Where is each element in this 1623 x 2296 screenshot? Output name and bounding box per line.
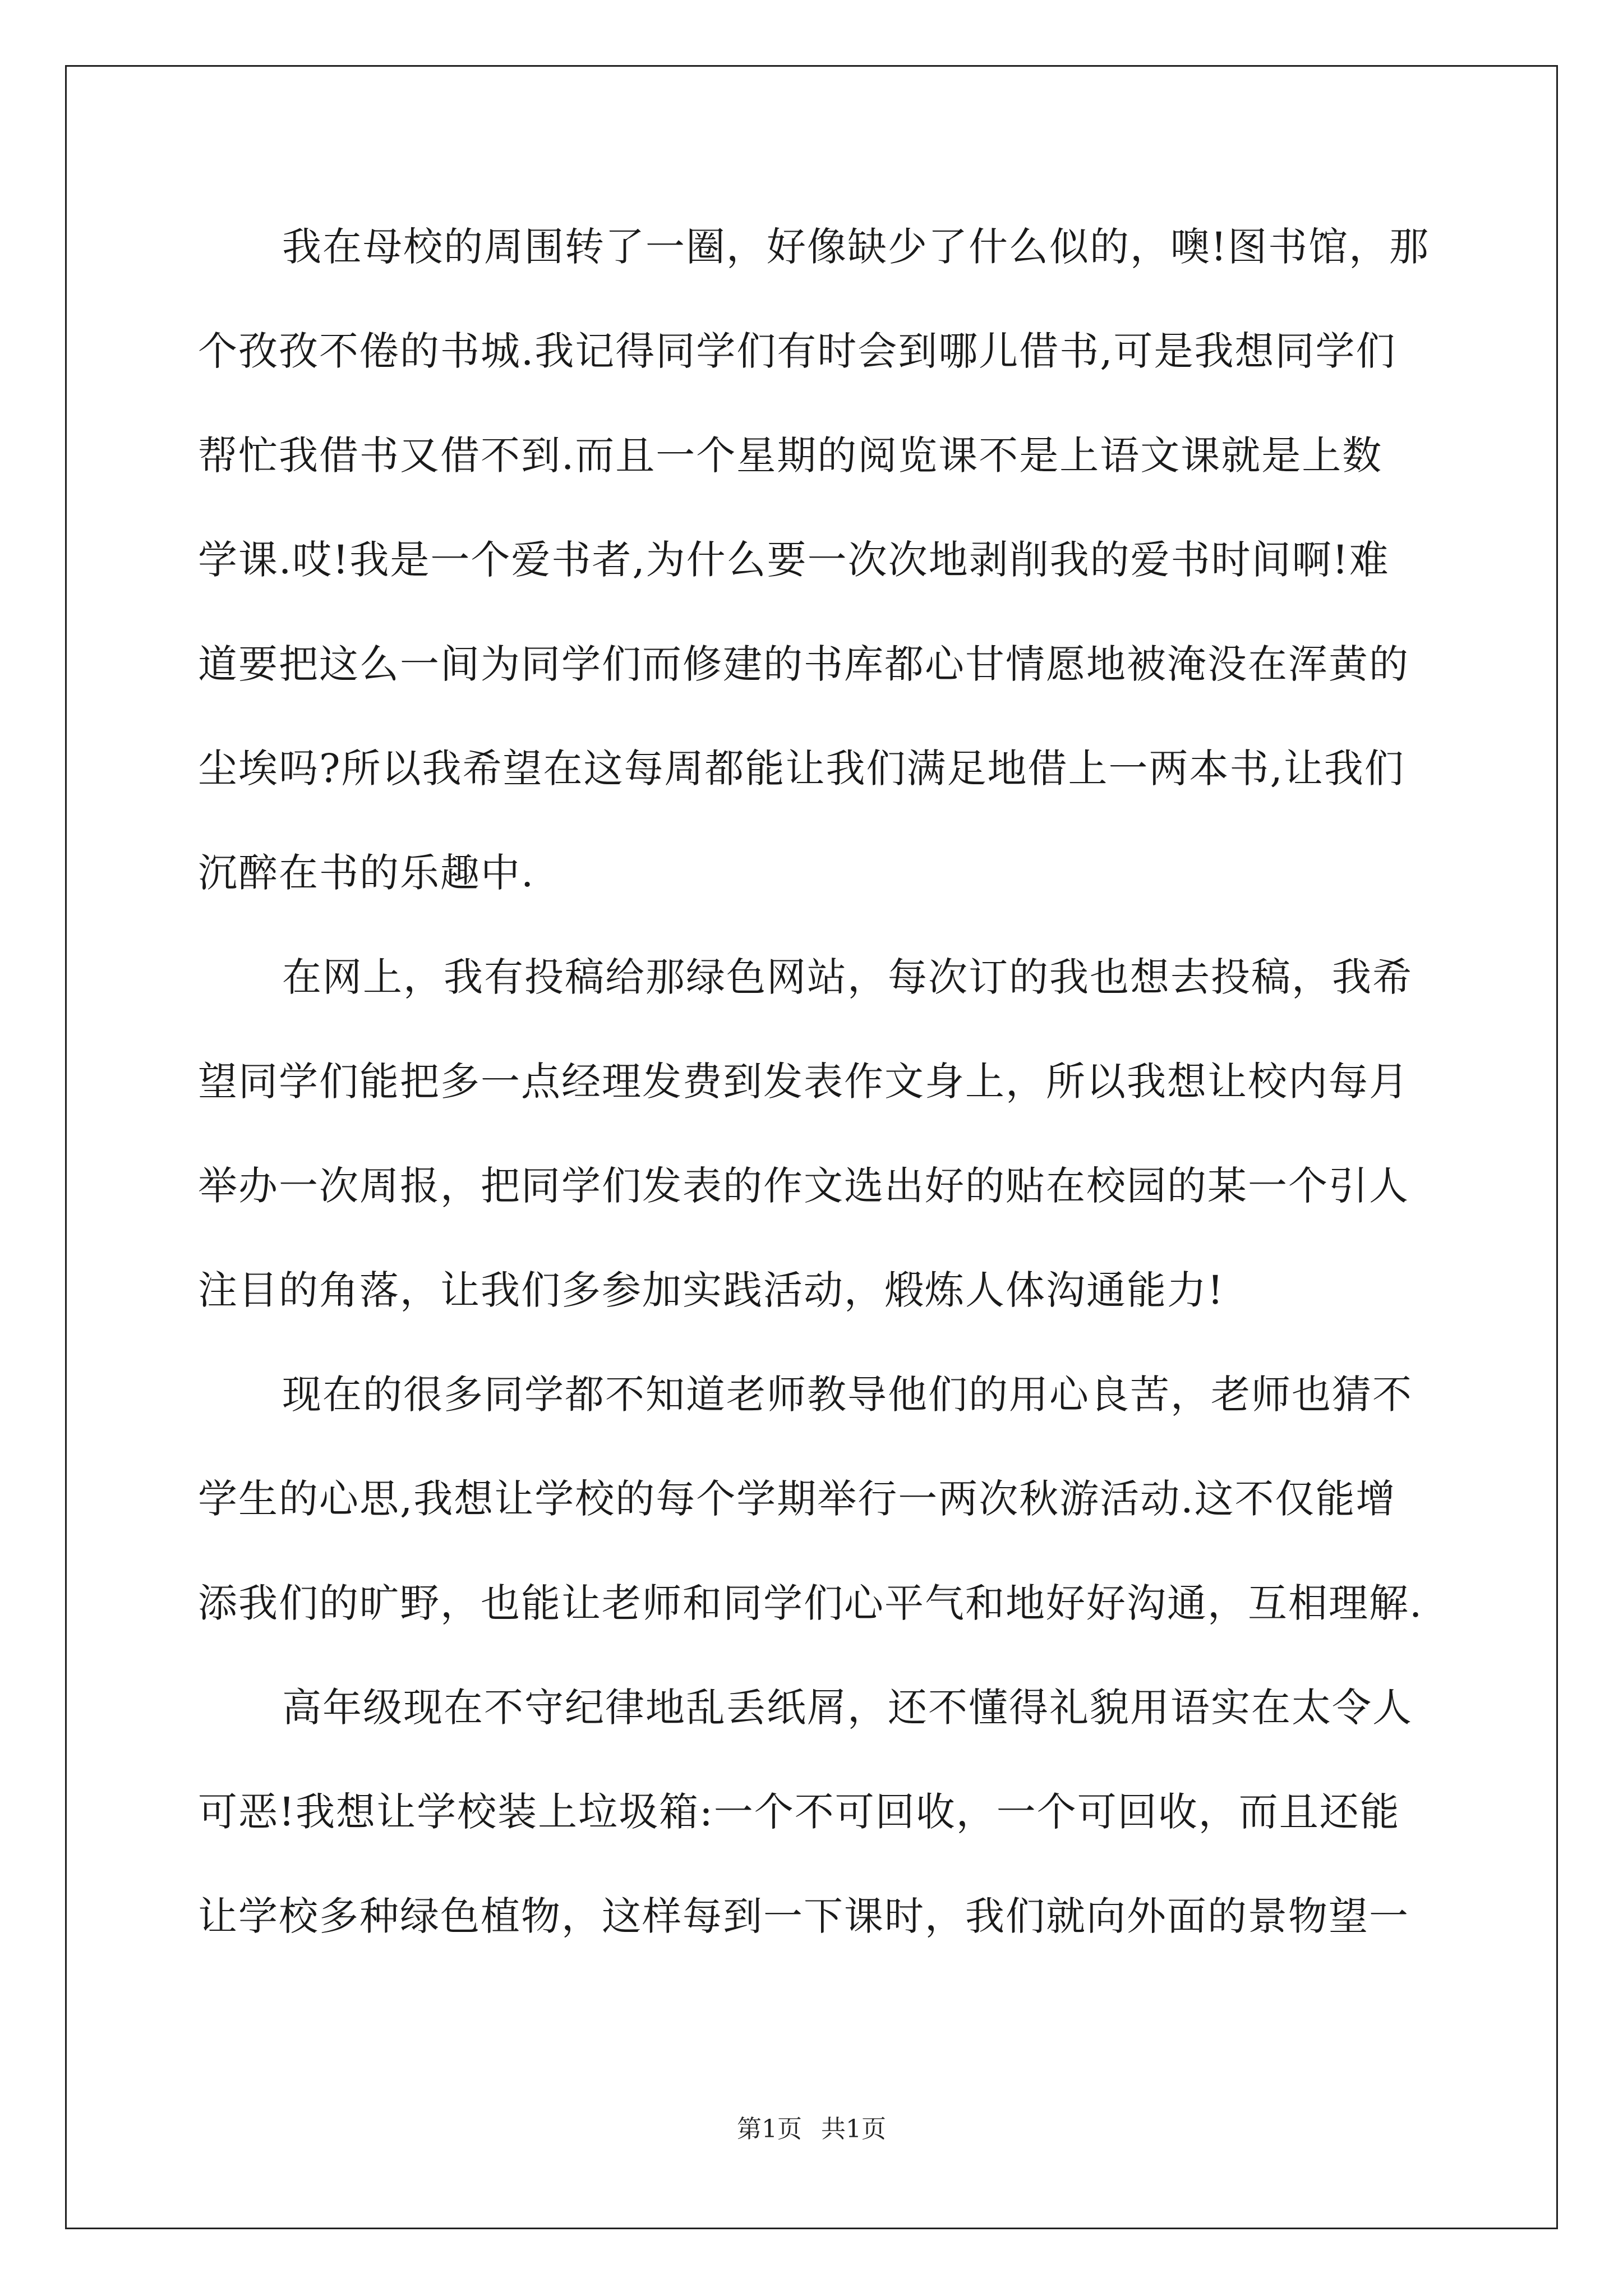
paragraph-1-line-4: 学课.哎!我是一个爱书者,为什么要一次次地剥削我的爱书时间啊!难	[198, 537, 1390, 583]
page-footer	[0, 2113, 1623, 2146]
paragraph-3-line-3: 添我们的旷野，也能让老师和同学们心平气和地好好沟通，互相理解.	[198, 1580, 1423, 1626]
paragraph-4-line-3: 让学校多种绿色植物，这样每到一下课时，我们就向外面的景物望一	[198, 1893, 1409, 1939]
paragraph-2-line-2: 望同学们能把多一点经理发费到发表作文身上，所以我想让校内每月	[198, 1059, 1409, 1105]
paragraph-1-line-6: 尘埃吗?所以我希望在这每周都能让我们满足地借上一两本书,让我们	[198, 746, 1405, 792]
paragraph-1-line-3: 帮忙我借书又借不到.而且一个星期的阅览课不是上语文课就是上数	[198, 432, 1383, 478]
page-total: 共1页	[821, 2115, 886, 2143]
paragraph-1-line-1: 我在母校的周围转了一圈，好像缺少了什么似的，噢!图书馆，那	[282, 224, 1430, 270]
paragraph-1-line-5: 道要把这么一间为同学们而修建的书库都心甘情愿地被淹没在浑黄的	[198, 641, 1409, 687]
paragraph-1-line-2: 个孜孜不倦的书城.我记得同学们有时会到哪儿借书,可是我想同学们	[198, 328, 1396, 374]
paragraph-2-line-4: 注目的角落，让我们多参加实践活动，煅炼人体沟通能力!	[198, 1267, 1225, 1313]
paragraph-2-line-1: 在网上，我有投稿给那绿色网站，每次订的我也想去投稿，我希	[282, 954, 1413, 1000]
paragraph-1-line-7: 沉醉在书的乐趣中.	[198, 850, 535, 896]
paragraph-3-line-2: 学生的心思,我想让学校的每个学期举行一两次秋游活动.这不仅能增	[198, 1476, 1396, 1522]
paragraph-4-line-1: 高年级现在不守纪律地乱丢纸屑，还不懂得礼貌用语实在太令人	[282, 1685, 1413, 1731]
paragraph-4-line-2: 可恶!我想让学校装上垃圾箱:一个不可回收，一个可回收，而且还能	[198, 1789, 1400, 1835]
paragraph-3-line-1: 现在的很多同学都不知道老师教导他们的用心良苦，老师也猜不	[282, 1372, 1413, 1418]
paragraph-2-line-3: 举办一次周报，把同学们发表的作文选出好的贴在校园的某一个引人	[198, 1163, 1409, 1209]
page-number: 第1页	[737, 2115, 802, 2143]
